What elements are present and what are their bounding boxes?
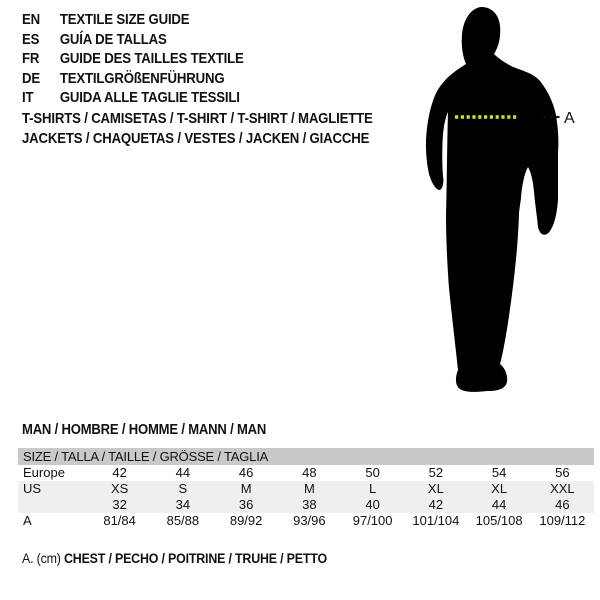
size-value: 44: [175, 465, 191, 480]
size-value: 48: [302, 465, 317, 480]
size-value: 93/96: [293, 513, 326, 528]
size-value: 101/104: [412, 513, 460, 528]
category-line-tshirts: T-SHIRTS / CAMISETAS / T-SHIRT / T-SHIRT / MAGLIETTE: [22, 110, 373, 127]
language-code: ES: [22, 30, 40, 48]
size-value: 56: [555, 465, 570, 480]
table-row-us-letters: [18, 481, 594, 497]
measurement-footnote: [22, 551, 327, 566]
guide-title: TEXTILE SIZE GUIDE: [59, 11, 190, 28]
size-value: 81/84: [103, 513, 136, 528]
size-value: 46: [555, 497, 570, 512]
size-value: 52: [428, 465, 444, 480]
size-value: XL: [427, 481, 444, 496]
size-value: 89/92: [229, 513, 263, 528]
category-heading: [22, 109, 373, 148]
footnote-prefix: A. (cm): [22, 551, 61, 566]
size-value: 32: [112, 497, 127, 512]
table-row-europe: [18, 465, 594, 481]
size-value: M: [240, 481, 252, 496]
size-value: 34: [175, 497, 191, 512]
size-value: M: [303, 481, 315, 496]
table-row-chest-cm: [18, 513, 594, 529]
language-row: [22, 10, 244, 30]
size-value: 42: [112, 465, 127, 480]
guide-title: GUIDE DES TAILLES TEXTILE: [59, 50, 244, 67]
size-value: 36: [238, 497, 254, 512]
size-value: 54: [491, 465, 507, 480]
measure-label-a: A: [564, 110, 575, 127]
language-row: [22, 30, 244, 50]
guide-title: TEXTILGRÖßENFÜHRUNG: [59, 69, 225, 87]
language-code: EN: [22, 11, 40, 28]
man-silhouette: [426, 7, 558, 392]
size-value: 42: [428, 497, 444, 512]
size-value: 97/100: [352, 513, 393, 528]
size-table: [18, 448, 594, 529]
size-table-header: SIZE / TALLA / TAILLE / GRÖSSE / TAGLIA: [18, 448, 594, 465]
guide-title: GUÍA DE TALLAS: [59, 30, 167, 48]
size-value: 109/112: [539, 513, 586, 528]
size-value: 50: [365, 465, 380, 480]
size-value: 44: [491, 497, 507, 512]
language-title-list: [22, 10, 244, 108]
size-value: XXL: [550, 481, 575, 496]
row-label: A: [23, 513, 32, 528]
size-value: 38: [302, 497, 317, 512]
language-code: IT: [22, 89, 34, 106]
row-label: US: [23, 481, 42, 496]
size-value: 85/88: [166, 513, 200, 528]
language-code: DE: [22, 69, 40, 87]
size-value: 46: [238, 465, 254, 480]
table-row-us-numbers: [18, 497, 594, 513]
gender-heading: MAN / HOMBRE / HOMME / MANN / MAN: [22, 422, 267, 438]
footnote-text: CHEST / PECHO / POITRINE / TRUHE / PETTO: [64, 551, 327, 566]
size-value: 40: [365, 497, 380, 512]
size-value: 105/108: [475, 513, 523, 528]
guide-title: GUIDA ALLE TAGLIE TESSILI: [59, 89, 240, 106]
category-line-jackets: JACKETS / CHAQUETAS / VESTES / JACKEN / GIACCHE: [22, 129, 370, 147]
language-row: [22, 88, 244, 108]
row-label: Europe: [23, 465, 65, 480]
language-row: [22, 69, 244, 89]
size-value: XS: [110, 481, 129, 496]
size-value: L: [369, 481, 377, 496]
language-row: [22, 49, 244, 69]
man-silhouette-figure: [395, 0, 585, 400]
language-code: FR: [22, 50, 40, 67]
size-value: S: [178, 481, 188, 496]
size-value: XL: [491, 481, 508, 496]
